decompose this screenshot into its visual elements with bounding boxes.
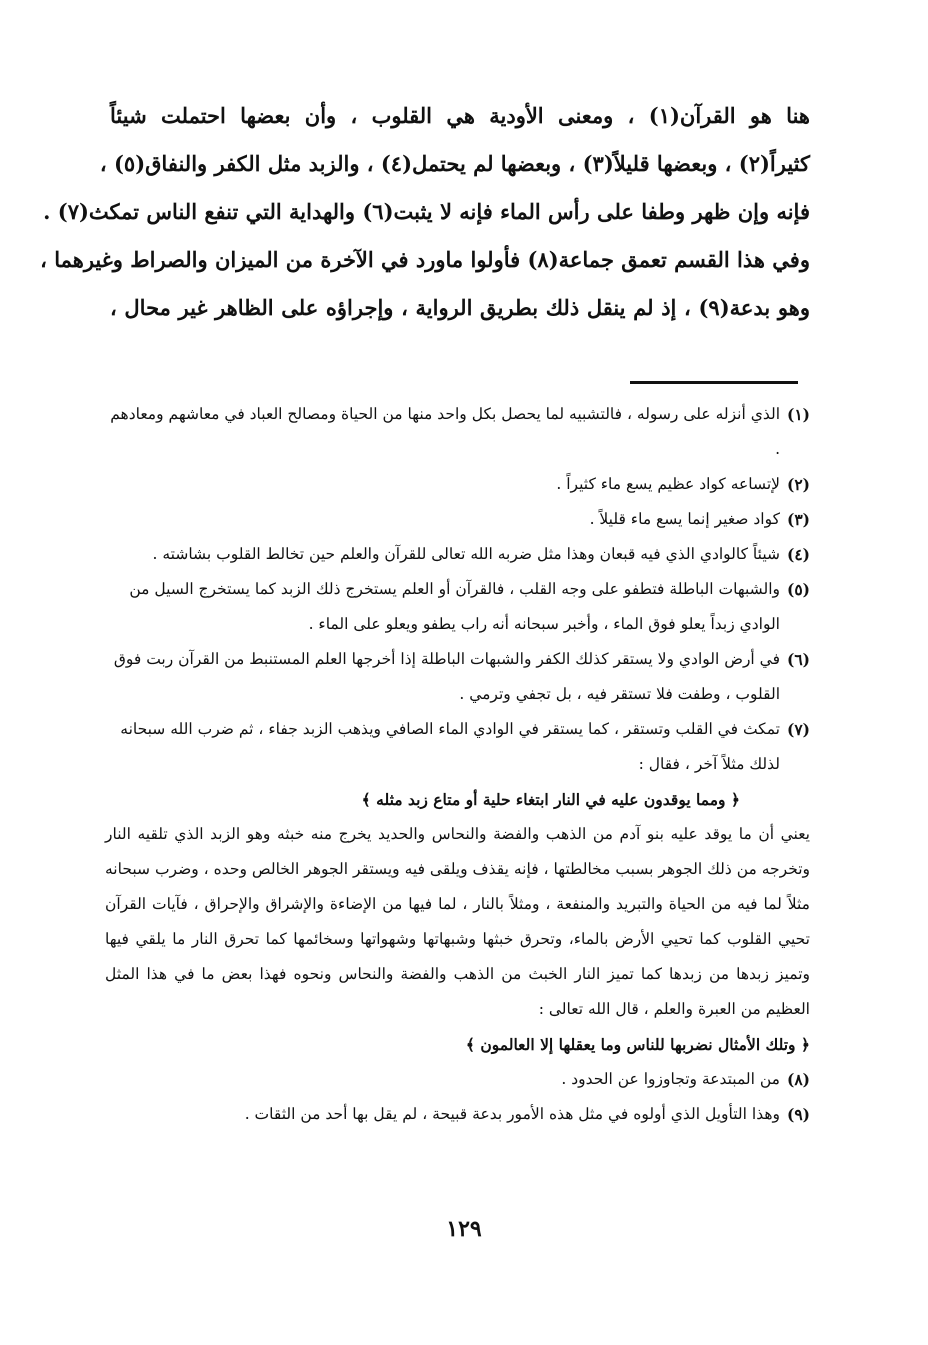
footnote-number: (٩) (786, 1105, 810, 1124)
footnote-6 (105, 642, 810, 712)
quran-verse-2: ﴿ وتلك الأمثال نضربها للناس وما يعقلها إلا العالمون ﴾ (465, 1035, 810, 1054)
footnote-8 (105, 1062, 810, 1097)
page-number: ١٢٩ (446, 1216, 482, 1242)
footnote-separator (630, 381, 798, 384)
main-line-3: فإنه وإن ظهر وطفا على رأس الماء فإنه لا يثبت(٦) والهداية التي تنفع الناس تمكث(٧) . (43, 199, 810, 224)
footnote-text: من المبتدعة وتجاوزوا عن الحدود . (561, 1070, 780, 1088)
main-text (40, 92, 810, 332)
footnote-text: في أرض الوادي ولا يستقر كذلك الكفر والشبهات الباطلة إذا أخرجها العلم المستنبط من القرآن ربت فوق القلوب ، وطفت فلا تستقر فيه ، بل تجفي وترمي . (113, 650, 780, 703)
main-line-2: كثيراً(٢) ، وبعضها قليلاً(٣) ، وبعضها لم يحتمل(٤) ، والزبد مثل الكفر والنفاق(٥) ، (99, 151, 810, 176)
footnote-number: (٣) (786, 510, 810, 529)
footnote-7 (105, 712, 810, 817)
footnote-number: (٨) (786, 1070, 810, 1089)
footnote-text: وهذا التأويل الذي أولوه في مثل هذه الأمور بدعة قبيحة ، لم يقل بها أحد من الثقات . (244, 1105, 780, 1123)
footnote-number: (٤) (786, 545, 810, 564)
footnote-text: والشبهات الباطلة فتطفو على وجه القلب ، فالقرآن أو العلم يستخرج ذلك الزبد كما يستخرج السيل من الوادي زبداً يعلو فوق الماء ، وأخبر سبحانه أنه راب يطفو ويعلو على الماء . (129, 580, 780, 633)
footnote-3 (105, 502, 810, 537)
main-line-5: وهو بدعة(٩) ، إذ لم ينقل ذلك بطريق الرواية ، وإجراؤه على الظاهر غير محال ، (110, 295, 810, 320)
footnote-text: الذي أنزله على رسوله ، فالتشبيه لما يحصل بكل واحد منها من الحياة ومصالح العباد في معاشهم ومعادهم . (110, 405, 780, 458)
footnote-number: (١) (786, 405, 810, 424)
footnote-number: (٧) (786, 720, 810, 739)
footnote-number: (٦) (786, 650, 810, 669)
footnote-9 (105, 1097, 810, 1132)
footnote-5 (105, 572, 810, 642)
footnote-4 (105, 537, 810, 572)
footnote-text: شيئاً كالوادي الذي فيه قبعان وهذا مثل ضربه الله تعالى للقرآن والعلم حين تخالط القلوب بشاشته . (152, 545, 780, 563)
quran-verse-1: ﴿ ومما يوقدون عليه في النار ابتغاء حلية أو متاع زبد مثله ﴾ (361, 790, 740, 809)
main-line-4: وفي هذا القسم تعمق جماعة(٨) فأولوا ماورد في الآخرة من الميزان والصراط وغيرهما ، (40, 247, 810, 272)
footnote-2 (105, 467, 810, 502)
footnotes (105, 397, 810, 1132)
footnote-text: كواد صغير إنما يسع ماء قليلاً . (589, 510, 780, 528)
footnote-1 (105, 397, 810, 467)
footnote-number: (٢) (786, 475, 810, 494)
main-line-1: هنا هو القرآن(١) ، ومعنى الأودية هي القلوب ، وأن بعضها احتملت شيئاً (110, 103, 810, 128)
footnote-7-explanation: يعني أن ما يوقد عليه بنو آدم من الذهب والفضة والنحاس والحديد يخرج منه خبثه وهو الزبد الذي تلقيه النار وتخرجه من ذلك الجوهر بسبب مخالطتها ، فإنه يقذف ويلقى فيه ويستقر الجوهر الخالص وحده ، وضرب سبحانه مثلاً لما فيه من الحياة والتبريد والمنفعة ، ومثلاً بالنار ، لما فيها من الإضاءة والإشراق والإحراق ، فآيات القرآن تحيي القلوب كما تحيي الأرض بالماء، وتحرق خبثها وشبهاتها وشهواتها وسخائمها كما تحرق النار ما يلقي فيها وتميز زبدها من زبدها كما تميز النار الخبث من الذهب والفضة والنحاس ونحوه فهذا بعض ما في هذا المثل العظيم من العبرة والعلم ، قال الله تعالى : (105, 825, 810, 1018)
footnote-text: لإتساعه كواد عظيم يسع ماء كثيراً . (556, 475, 780, 493)
footnote-text: تمكث في القلب وتستقر ، كما يستقر في الوادي الماء الصافي ويذهب الزبد جفاء ، ثم ضرب الله سبحانه لذلك مثلاً آخر ، فقال : (120, 720, 780, 773)
footnote-number: (٥) (786, 580, 810, 599)
